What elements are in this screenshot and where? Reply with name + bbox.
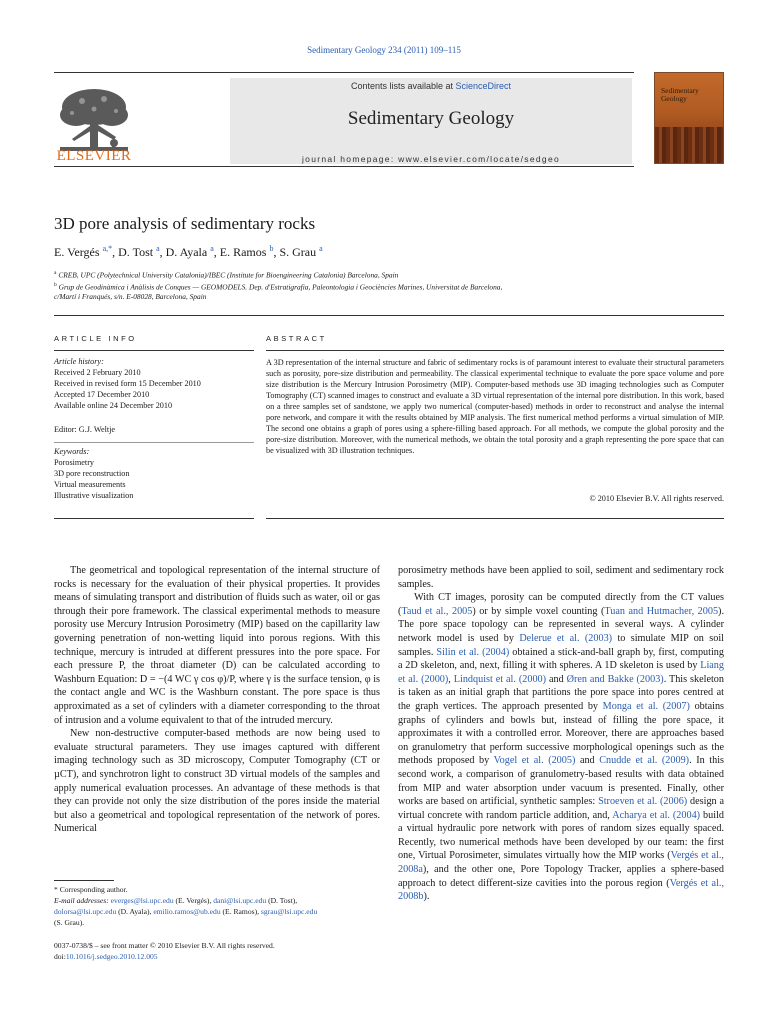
citation-link[interactable]: Vogel et al. (2005) (493, 755, 576, 767)
masthead (54, 72, 724, 168)
email-owner: (D. Ayala), (116, 907, 154, 916)
body-text: ). The pore space topology can be represented in several ways. A cylinder network model is used by (398, 605, 724, 644)
affiliation-b-text: Grup de Geodinàmica i Anàlisis de Conques — GEOMODELS. Dep. d'Estratigrafia, Paleontologia i Geociències Marines, Universitat de Barcelona, (58, 282, 503, 292)
body-text: . In this second work, a comparison of granulometry-based results with data obtained from MIP and water absorption under vacuum is presented. Finally, other works are based on artificial, synthetic samples: (398, 755, 724, 808)
article-info-bottom-rule (54, 518, 254, 519)
email-link[interactable]: dani@lsi.upc.edu (213, 896, 267, 905)
body-text: design a virtual concrete with random particle addition, and, (398, 796, 724, 821)
email-link[interactable]: dolorsa@lsi.upc.edu (54, 907, 117, 916)
citation-link[interactable]: Liang et al. (2000) (398, 660, 724, 685)
cover-title: Sedimentary Geology (661, 86, 699, 103)
body-right-column (398, 564, 724, 904)
affiliation-b-marker: b (54, 282, 57, 288)
intro-paragraph-2: New non-destructive computer-based methods are now being used to evaluate structural parameters. They use images captured with different imaging technology such as 3D microscopy, Computer Tomography (CT or µCT), and synchrotron light to construct 3D virtual models of the samples and apply numerical evaluation processes. An advantage of these methods is that they can provide not only the size distribution of the pores inside the material but also a geometrical and topological representation of the network of pores. Numerical (54, 728, 380, 835)
article-title: 3D pore analysis of sedimentary rocks (54, 214, 316, 233)
email-addresses (54, 895, 384, 928)
citation-link[interactable]: Acharya et al. (2004) (612, 809, 701, 821)
article-info-rule (54, 350, 254, 351)
journal-citation[interactable]: Sedimentary Geology 234 (2011) 109–115 (307, 45, 461, 55)
body-text: With CT images, porosity can be computed directly from the CT values ( (398, 592, 724, 617)
abstract-bottom-rule (266, 518, 724, 519)
body-left-column (54, 564, 380, 836)
doi-label: doi: (54, 952, 66, 961)
editor-line: Editor: G.J. Weltje (54, 425, 116, 434)
email-link[interactable]: emilio.ramos@ub.edu (153, 907, 221, 916)
email-owner: (D. Tost), (266, 896, 298, 905)
author-affiliation-marker[interactable]: b (269, 244, 274, 253)
intro-paragraph-3: porosimetry methods have been applied to soil, sediment and sedimentary rock samples. (398, 565, 724, 590)
email-owner: (E. Vergés), (173, 896, 214, 905)
journal-homepage[interactable]: journal homepage: www.elsevier.com/locate/sedgeo (301, 154, 560, 164)
footnote-rule (54, 880, 114, 881)
citation-link[interactable]: Stroeven et al. (2006) (598, 796, 688, 808)
journal-banner (230, 78, 632, 164)
citation-link[interactable]: Vergés et al., 2008a (398, 850, 724, 876)
contents-prefix: Contents lists available at (350, 81, 456, 91)
author-name: D. Tost (118, 245, 157, 259)
citation-link[interactable]: Delerue et al. (2003) (519, 632, 613, 644)
affiliation-a-marker: a (54, 270, 57, 276)
body-text: , (448, 673, 454, 685)
masthead-rule-top (54, 72, 634, 73)
body-text: ), and the other one, Pore Topology Tracker, applies a sphere-based approach to detect different-size cavities into the porous region ( (398, 864, 724, 889)
affiliation-b-address: c/Martí i Franqués, s/n. E-08028, Barcelona, Spain (54, 292, 207, 301)
citation-link[interactable]: Monga et al. (2007) (602, 700, 690, 712)
author-affiliation-marker[interactable]: a,* (102, 244, 113, 253)
elsevier-wordmark[interactable]: ELSEVIER (56, 148, 132, 164)
author-separator: , (112, 245, 119, 259)
body-text: build a virtual hydraulic pore network with pores of random sizes equally spaced. Recently, two numerical methods have been developed by our team: the first one, Virtual Porosimeter, simulates virtually how the MIP works ( (398, 809, 724, 862)
author-separator: , (213, 245, 220, 259)
author-name: E. Ramos (219, 245, 270, 259)
body-text: obtained a stick-and-ball graph by, first, computing a 2D skeleton, and, next, filling it with spheres. A 1D skeleton is used by (398, 646, 724, 672)
article-info-heading: ARTICLE INFO (54, 334, 137, 343)
citation-link[interactable]: Cnudde et al. (2009) (599, 755, 690, 767)
body-text: and (546, 673, 567, 685)
abstract-rule (266, 350, 724, 351)
journal-cover-thumbnail[interactable] (654, 72, 724, 164)
article-history-label: Article history: (54, 357, 104, 366)
contents-line (230, 81, 632, 91)
abstract-heading: ABSTRACT (266, 334, 327, 343)
journal-title: Sedimentary Geology (347, 108, 515, 129)
abstract-text: A 3D representation of the internal structure and fabric of sedimentary rocks is of paramount interest to evaluate their structural parameters such as porosity, pore-size distribution and permeability. The classical experimental technique to evaluate the pore space volume and pore size distribution is the Mercury Intrusion Porosimetry (MIP). Computer-based methods use 3D imaging technologies such as Computer Tomography (CT) scanned images to construct and evaluate a 3D virtual representation of the internal pore distribution. In this work, based on a three samples set of sandstone, we apply two numerical (computer-based) methods in order to reconstruct and analyse the internal pore network, and compare it with the results obtained by MIP analysis. The first numerical method performs a virtual simulation of MIP. The second one obtains a graph of pores using a sphere-filling based approach. For all methods, we compute the global porosity and the pore-size distribution. Moreover, with the numerical methods, we obtain the total porosity and a graph representing the pore space that can be visualized with 3D illustration techniques. (266, 358, 724, 455)
history-received: Received 2 February 2010 (54, 368, 141, 377)
author-name: D. Ayala (165, 245, 211, 259)
email-link[interactable]: everges@lsi.upc.edu (110, 896, 174, 905)
body-text: ) or by simple voxel counting ( (472, 605, 605, 617)
citation-link[interactable]: Tuan and Hutmacher, 2005 (604, 605, 719, 617)
corresponding-author-note: * Corresponding author. (54, 885, 128, 894)
citation-link[interactable]: Vergés et al., 2008b (398, 877, 724, 903)
history-revised: Received in revised form 15 December 2010 (54, 379, 201, 388)
email-owner: (E. Ramos), (220, 907, 261, 916)
body-text: obtains graphs of cylinders and bowls but, instead of filling the pore space, it approximates it with a controlled error. Moreover, there are approaches based on granulometry that perform successive morphological openings such as the methods proposed by (398, 700, 725, 767)
body-text: and (575, 755, 600, 767)
header-divider (54, 315, 724, 316)
citation-link[interactable]: Taud et al., 2005 (401, 605, 473, 617)
history-online: Available online 24 December 2010 (54, 401, 173, 410)
issn-line: 0037-0738/$ – see front matter © 2010 Elsevier B.V. All rights reserved. (54, 941, 275, 950)
history-accepted: Accepted 17 December 2010 (54, 390, 150, 399)
body-text: ). (423, 891, 430, 903)
email-owner: (S. Grau). (54, 918, 85, 927)
affiliation-a-text: CREB, UPC (Polytechnical University Catalonia)/IBEC (Institute for Bioengineering Catalonia) Barcelona, Spain (58, 270, 399, 280)
masthead-rule-bottom (54, 166, 634, 167)
body-text: . This skeleton is taken as an initial graph that partitions the pore space into pores centred at the graph vertices. The approach presented by (398, 673, 724, 712)
doi-line (54, 951, 384, 962)
cover-image-band (655, 127, 723, 163)
article-history (54, 356, 254, 411)
email-label: E-mail addresses: (54, 896, 111, 905)
abstract-copyright: © 2010 Elsevier B.V. All rights reserved. (589, 494, 724, 503)
email-link[interactable]: sgrau@lsi.upc.edu (260, 907, 318, 916)
affiliation-a (54, 268, 714, 280)
citation-link[interactable]: Øren and Bakke (2003) (566, 673, 664, 685)
author-affiliation-marker[interactable]: a (156, 244, 160, 253)
keywords-rule (54, 442, 254, 443)
author-list (54, 244, 323, 260)
author-separator: , (159, 245, 166, 259)
author-affiliation-marker[interactable]: a (319, 244, 323, 253)
keywords-block (54, 446, 254, 501)
keyword-item: Virtual measurements (54, 480, 126, 489)
doi-link[interactable]: 10.1016/j.sedgeo.2010.12.005 (65, 952, 158, 961)
intro-paragraph-4 (398, 591, 724, 904)
keyword-item: 3D pore reconstruction (54, 469, 130, 478)
author-name: E. Vergés (54, 245, 103, 259)
sciencedirect-link[interactable]: ScienceDirect (455, 81, 512, 91)
author-separator: , (273, 245, 280, 259)
citation-link[interactable]: Silin et al. (2004) (436, 646, 510, 658)
keyword-item: Illustrative visualization (54, 491, 134, 500)
keywords-label: Keywords: (54, 447, 90, 456)
keyword-item: Porosimetry (54, 458, 95, 467)
intro-paragraph-1: The geometrical and topological representation of the internal structure of rocks is necessary for the evaluation of their physical properties. It provides means of simulating transport and distribution of fluids such as water, oil or gas through their pore framework. The classical experimental methods to measure porosity use Mercury Intrusion Porosimetry (MIP) based on the capillarity law governing penetration of non-wetting liquid into porous regions. With this technique, mercury is intruded at different pressures into the pore space. For each pressure P, the throat diameter (D) can be calculated according to Washburn Equation: D = −(4 WC γ cos φ)/P, where γ is the surface tension, φ is the contact angle and WC is the Washburn constant. The pore space is thus approximated as a set of cylinders with a diameter corresponding to the throat of intrusion and a volume equivalent to that of the intruded mercury. (54, 565, 380, 726)
body-text: to simulate MIP on soil samples. (398, 632, 724, 658)
author-affiliation-marker[interactable]: a (210, 244, 214, 253)
citation-link[interactable]: Lindquist et al. (2000) (453, 673, 547, 685)
author-name: S. Grau (279, 245, 320, 259)
